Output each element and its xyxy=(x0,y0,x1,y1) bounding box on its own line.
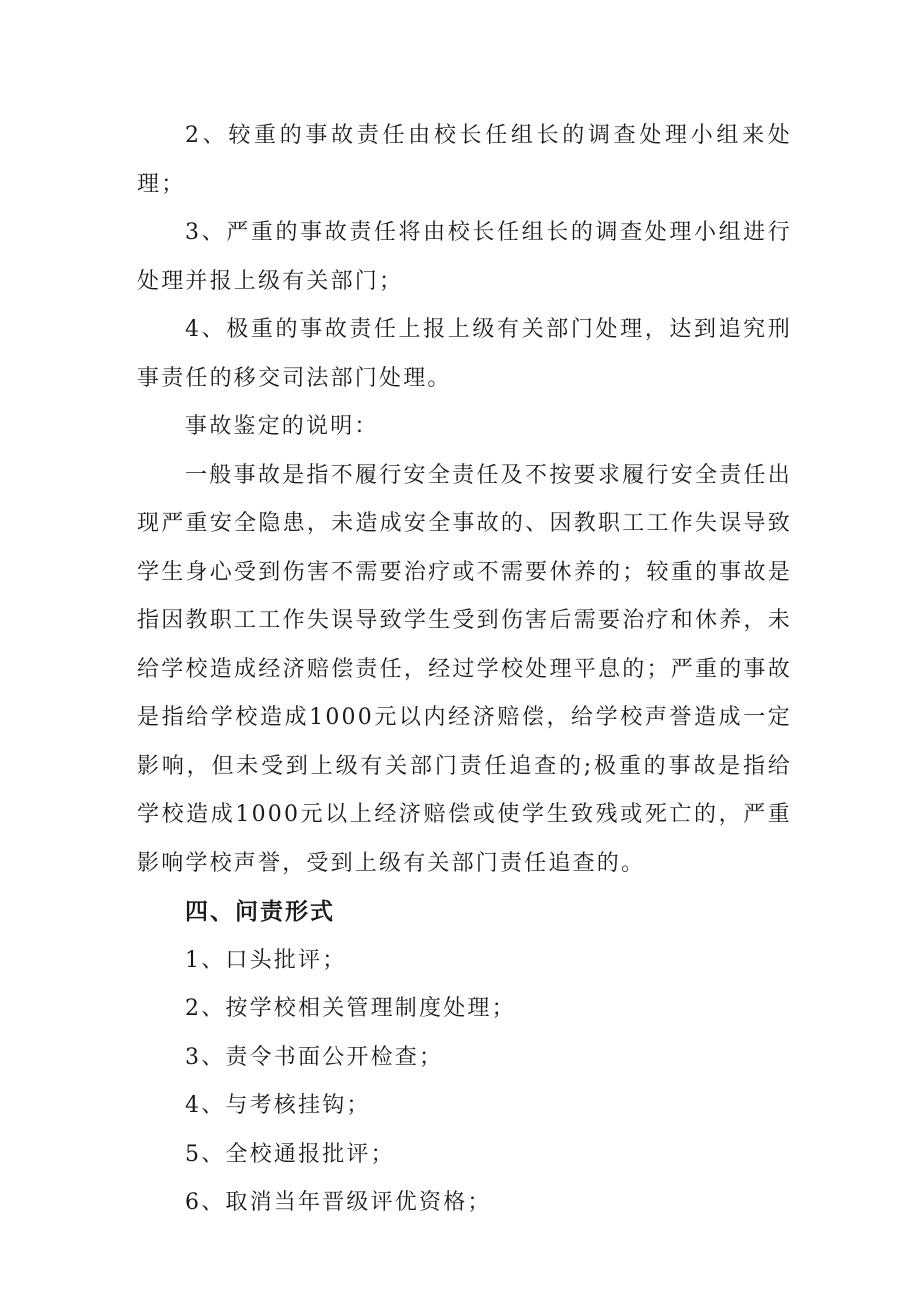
paragraph-responsibility-4: 4、极重的事故责任上报上级有关部门处理，达到追究刑事责任的移交司法部门处理。 xyxy=(137,317,792,391)
list-item: 2、按学校相关管理制度处理； xyxy=(185,996,516,1021)
list-item: 4、与考核挂钩； xyxy=(185,1093,371,1118)
list-item: 3、责令书面公开检查； xyxy=(185,1044,444,1070)
paragraph-accident-definition-title: 事故鉴定的说明： xyxy=(185,414,379,439)
list-item: 6、取消当年晋级评优资格； xyxy=(185,1190,492,1215)
paragraph-responsibility-3: 3、严重的事故责任将由校长任组长的调查处理小组进行处理并报上级有关部门； xyxy=(137,220,792,294)
document-body xyxy=(137,112,792,1228)
section-heading-accountability-forms: 四、问责形式 xyxy=(185,899,335,925)
list-item: 5、全校通报批评； xyxy=(185,1141,395,1167)
paragraph-accident-definition: 一般事故是指不履行安全责任及不按要求履行安全责任出现严重安全隐患，未造成安全事故的、因教职工工作失误导致学生身心受到伤害不需要治疗或不需要休养的；较重的事故是指因教职工工作失误导致学生受到伤害后需要治疗和休养，未给学校造成经济赔偿责任，经过学校处理平息的；严重的事故是指给学校造成1000元以内经济赔偿，给学校声誉造成一定影响，但未受到上级有关部门责任追查的;极重的事故是指给学校造成1000元以上经济赔偿或使学生致残或死亡的，严重影响学校声誉，受到上级有关部门责任追查的。 xyxy=(137,462,792,876)
list-item: 1、口头批评； xyxy=(185,947,347,973)
paragraph-responsibility-2: 2、较重的事故责任由校长任组长的调查处理小组来处理； xyxy=(137,123,792,197)
